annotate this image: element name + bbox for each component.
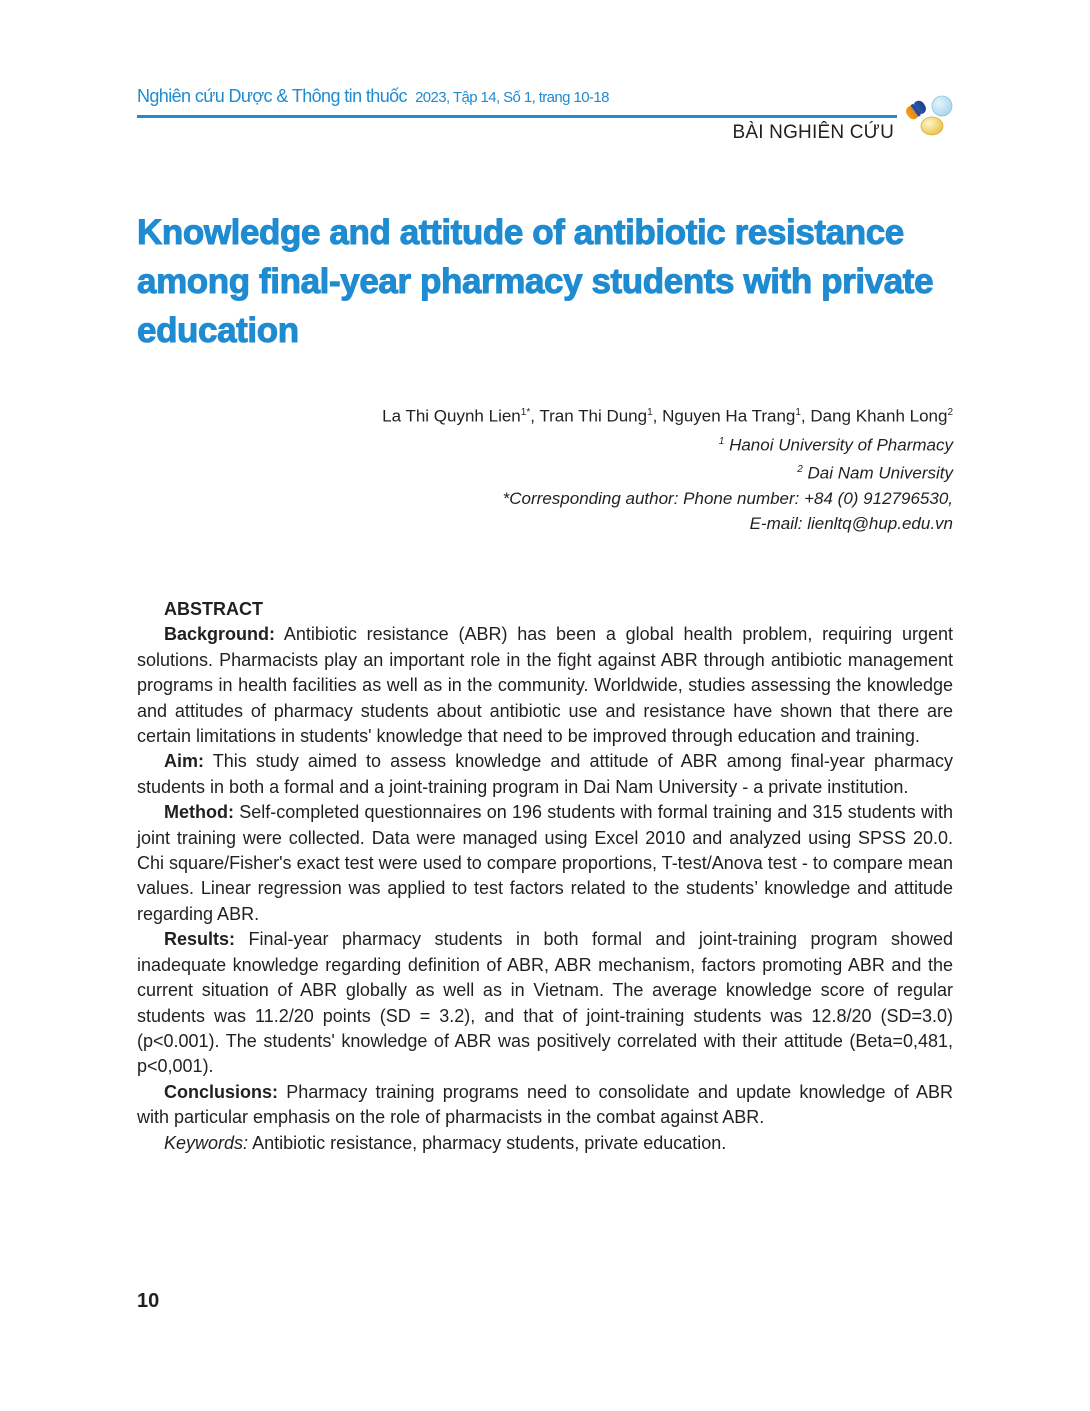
- abstract-method: Method: Self-completed questionnaires on 196 students with formal training and 315 students with joint training were collected. Data were managed using Excel 2010 and analyzed using SPSS 20.0. Chi square/Fisher's exact test were used to compare proportions, T-test/Anova test - to compare mean values. Linear regression was applied to test factors related to the students’ knowledge and attitude regarding ABR.: [137, 802, 953, 924]
- author-affiliation-mark: 2: [947, 407, 953, 418]
- abstract-heading: ABSTRACT: [164, 599, 263, 619]
- abstract-results: Results: Final-year pharmacy students in both formal and joint-training program showed inadequate knowledge regarding definition of ABR, ABR mechanism, factors promoting ABR and the current situation of ABR globally as well as in Vietnam. The average knowledge score of regular students was 11.2/20 points (SD = 3.2), and that of joint-training students was 12.8/20 (SD=3.0) (p<0.001). The students' knowledge of ABR was positively correlated with their attitude (Beta=0,481, p<0,001).: [137, 929, 953, 1077]
- section-label: BÀI NGHIÊN CỨU: [732, 122, 894, 143]
- author-name: Dang Khanh Long: [810, 406, 948, 426]
- abstract-aim: Aim: This study aimed to assess knowledge and attitude of ABR among final-year pharmacy students in both a formal and a joint-training program in Dai Nam University - a private institution.: [137, 751, 953, 797]
- author-name: La Thi Quynh Lien: [382, 406, 521, 426]
- abstract-conclusions: Conclusions: Pharmacy training programs need to consolidate and update knowledge of ABR with particular emphasis on the role of pharmacists in the combat against ABR.: [137, 1081, 953, 1128]
- author-block: [382, 400, 953, 536]
- pills-icon: [898, 90, 958, 140]
- journal-name: Nghiên cứu Dược & Thông tin thuốc: [137, 86, 407, 106]
- affiliation-1: $^1$ Hanoi University of Pharmacy: [718, 435, 953, 455]
- author-affiliation-mark: 1: [647, 407, 653, 418]
- corresponding-author: *Corresponding author: Phone number: +84 (0) 912796530,: [502, 488, 953, 508]
- author-name: Tran Thi Dung: [539, 406, 648, 426]
- author-list: La Thi Quynh Lien$^{1*}$, Tran Thi Dung$^1$, Nguyen Ha Trang$^1$, Dang Khanh Long$^2$: [382, 406, 953, 426]
- abstract-keywords: Keywords: Antibiotic resistance, pharmacy students, private education.: [164, 1132, 727, 1153]
- abstract-background: Background: Antibiotic resistance (ABR) has been a global health problem, requiring urgent solutions. Pharmacists play an important role in the fight against ABR through antibiotic management programs in health facilities as well as in the community. Worldwide, studies assessing the knowledge and attitudes of pharmacy students about antibiotic use and resistance have shown that there are certain limitations in students' knowledge that need to be improved through education and training.: [137, 624, 953, 747]
- header-rule: [137, 115, 897, 118]
- journal-header: [137, 86, 609, 107]
- paper-title: Knowledge and attitude of antibiotic resistance among final-year pharmacy students with private education: [137, 213, 934, 350]
- corresponding-email: E-mail: lienltq@hup.edu.vn: [749, 513, 953, 533]
- author-affiliation-mark: 1*: [520, 407, 531, 418]
- author-affiliation-mark: 1: [795, 407, 801, 418]
- affiliation-2: $^2$ Dai Nam University: [797, 463, 953, 483]
- journal-issue: 2023, Tập 14, Số 1, trang 10-18: [415, 89, 609, 106]
- page-number: 10: [137, 1290, 160, 1312]
- author-name: Nguyen Ha Trang: [662, 406, 796, 426]
- abstract: [137, 597, 953, 1156]
